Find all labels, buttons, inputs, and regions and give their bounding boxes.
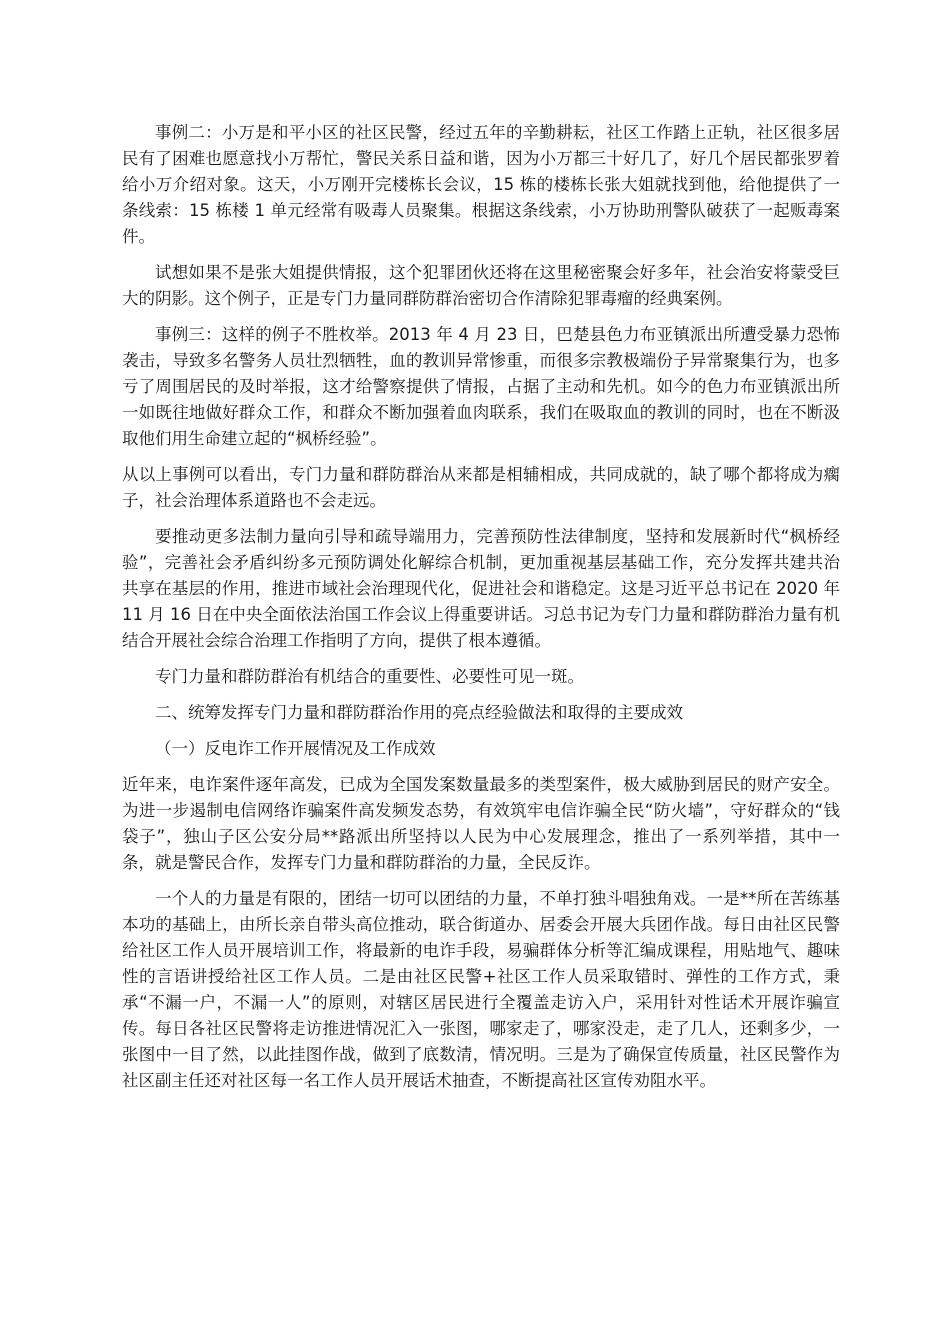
paragraph-anti-fraud-intro: 近年来，电诈案件逐年高发，已成为全国发案数量最多的类型案件，极大威胁到居民的财产安全。为进一步遏制电信网络诈骗案件高发频发态势，有效筑牢电信诈骗全民“防火墙”，守好群众的“钱袋子”，独山子区公安分局**路派出所坚持以人民为中心发展理念，推出了一系列举措，其中一条，就是警民合作，发挥专门力量和群防群治的力量，全民反诈。 [122,775,840,872]
section-two-heading: 二、统筹发挥专门力量和群防群治作用的亮点经验做法和取得的主要成效 [155,703,683,722]
paragraph-xi-speech: 要推动更多法制力量向引导和疏导端用力，完善预防性法律制度，坚持和发展新时代“枫桥经验”，完善社会矛盾纠纷多元预防调处化解综合机制，更加重视基层基础工作，充分发挥共建共治共享在基层的作用，推进市域社会治理现代化，促进社会和谐稳定。这是习近平总书记在 2020 年 11 月 16 日在中央全面依法治国工作会议上得重要讲话。习总书记为专门力量和群防群治力量有机结合开展社会综合治理工作指明了方向，提供了根本遵循。 [122,527,840,650]
document-page [122,120,840,1104]
paragraph-case-two-comment: 试想如果不是张大姐提供情报，这个犯罪团伙还将在这里秘密聚会好多年，社会治安将蒙受巨大的阴影。这个例子，正是专门力量同群防群治密切合作清除犯罪毒瘤的经典案例。 [122,263,840,308]
paragraph-summary: 从以上事例可以看出，专门力量和群防群治从来都是相辅相成，共同成就的，缺了哪个都将成为瘸子，社会治理体系道路也不会走远。 [122,465,840,510]
paragraph-anti-fraud-measures: 一个人的力量是有限的，团结一切可以团结的力量，不单打独斗唱独角戏。一是**所在苦练基本功的基础上，由所长亲自带头高位推动，联合街道办、居委会开展大兵团作战。每日由社区民警给社区工作人员开展培训工作，将最新的电诈手段，易骗群体分析等汇编成课程，用贴地气、趣味性的言语讲授给社区工作人员。二是由社区民警+社区工作人员采取错时、弹性的工作方式，秉承“不漏一户，不漏一人”的原则，对辖区居民进行全覆盖走访入户，采用针对性话术开展诈骗宣传。每日各社区民警将走访推进情况汇入一张图，哪家走了，哪家没走，走了几人，还剩多少，一张图中一目了然，以此挂图作战，做到了底数清，情况明。三是为了确保宣传质量，社区民警作为社区副主任还对社区每一名工作人员开展话术抽查，不断提高社区宣传劝阻水平。 [122,889,840,1090]
paragraph-importance: 专门力量和群防群治有机结合的重要性、必要性可见一斑。 [155,667,584,686]
paragraph-case-two: 事例二：小万是和平小区的社区民警，经过五年的辛勤耕耘，社区工作踏上正轨，社区很多居民有了困难也愿意找小万帮忙，警民关系日益和谐，因为小万都三十好几了，好几个居民都张罗着给小万介绍对象。这天，小万刚开完楼栋长会议，15 栋的楼栋长张大姐就找到他，给他提供了一条线索：15 栋楼 1 单元经常有吸毒人员聚集。根据这条线索，小万协助刑警队破获了一起贩毒案件。 [122,123,840,246]
subsection-one-heading: （一）反电诈工作开展情况及工作成效 [155,739,436,758]
paragraph-case-three: 事例三：这样的例子不胜枚举。2013 年 4 月 23 日，巴楚县色力布亚镇派出所遭受暴力恐怖袭击，导致多名警务人员壮烈牺牲，血的教训异常惨重，而很多宗教极端份子异常聚集行为，也多亏了周围居民的及时举报，这才给警察提供了情报，占据了主动和先机。如今的色力布亚镇派出所一如既往地做好群众工作，和群众不断加强着血肉联系，我们在吸取血的教训的同时，也在不断汲取他们用生命建立起的“枫桥经验”。 [122,325,840,448]
